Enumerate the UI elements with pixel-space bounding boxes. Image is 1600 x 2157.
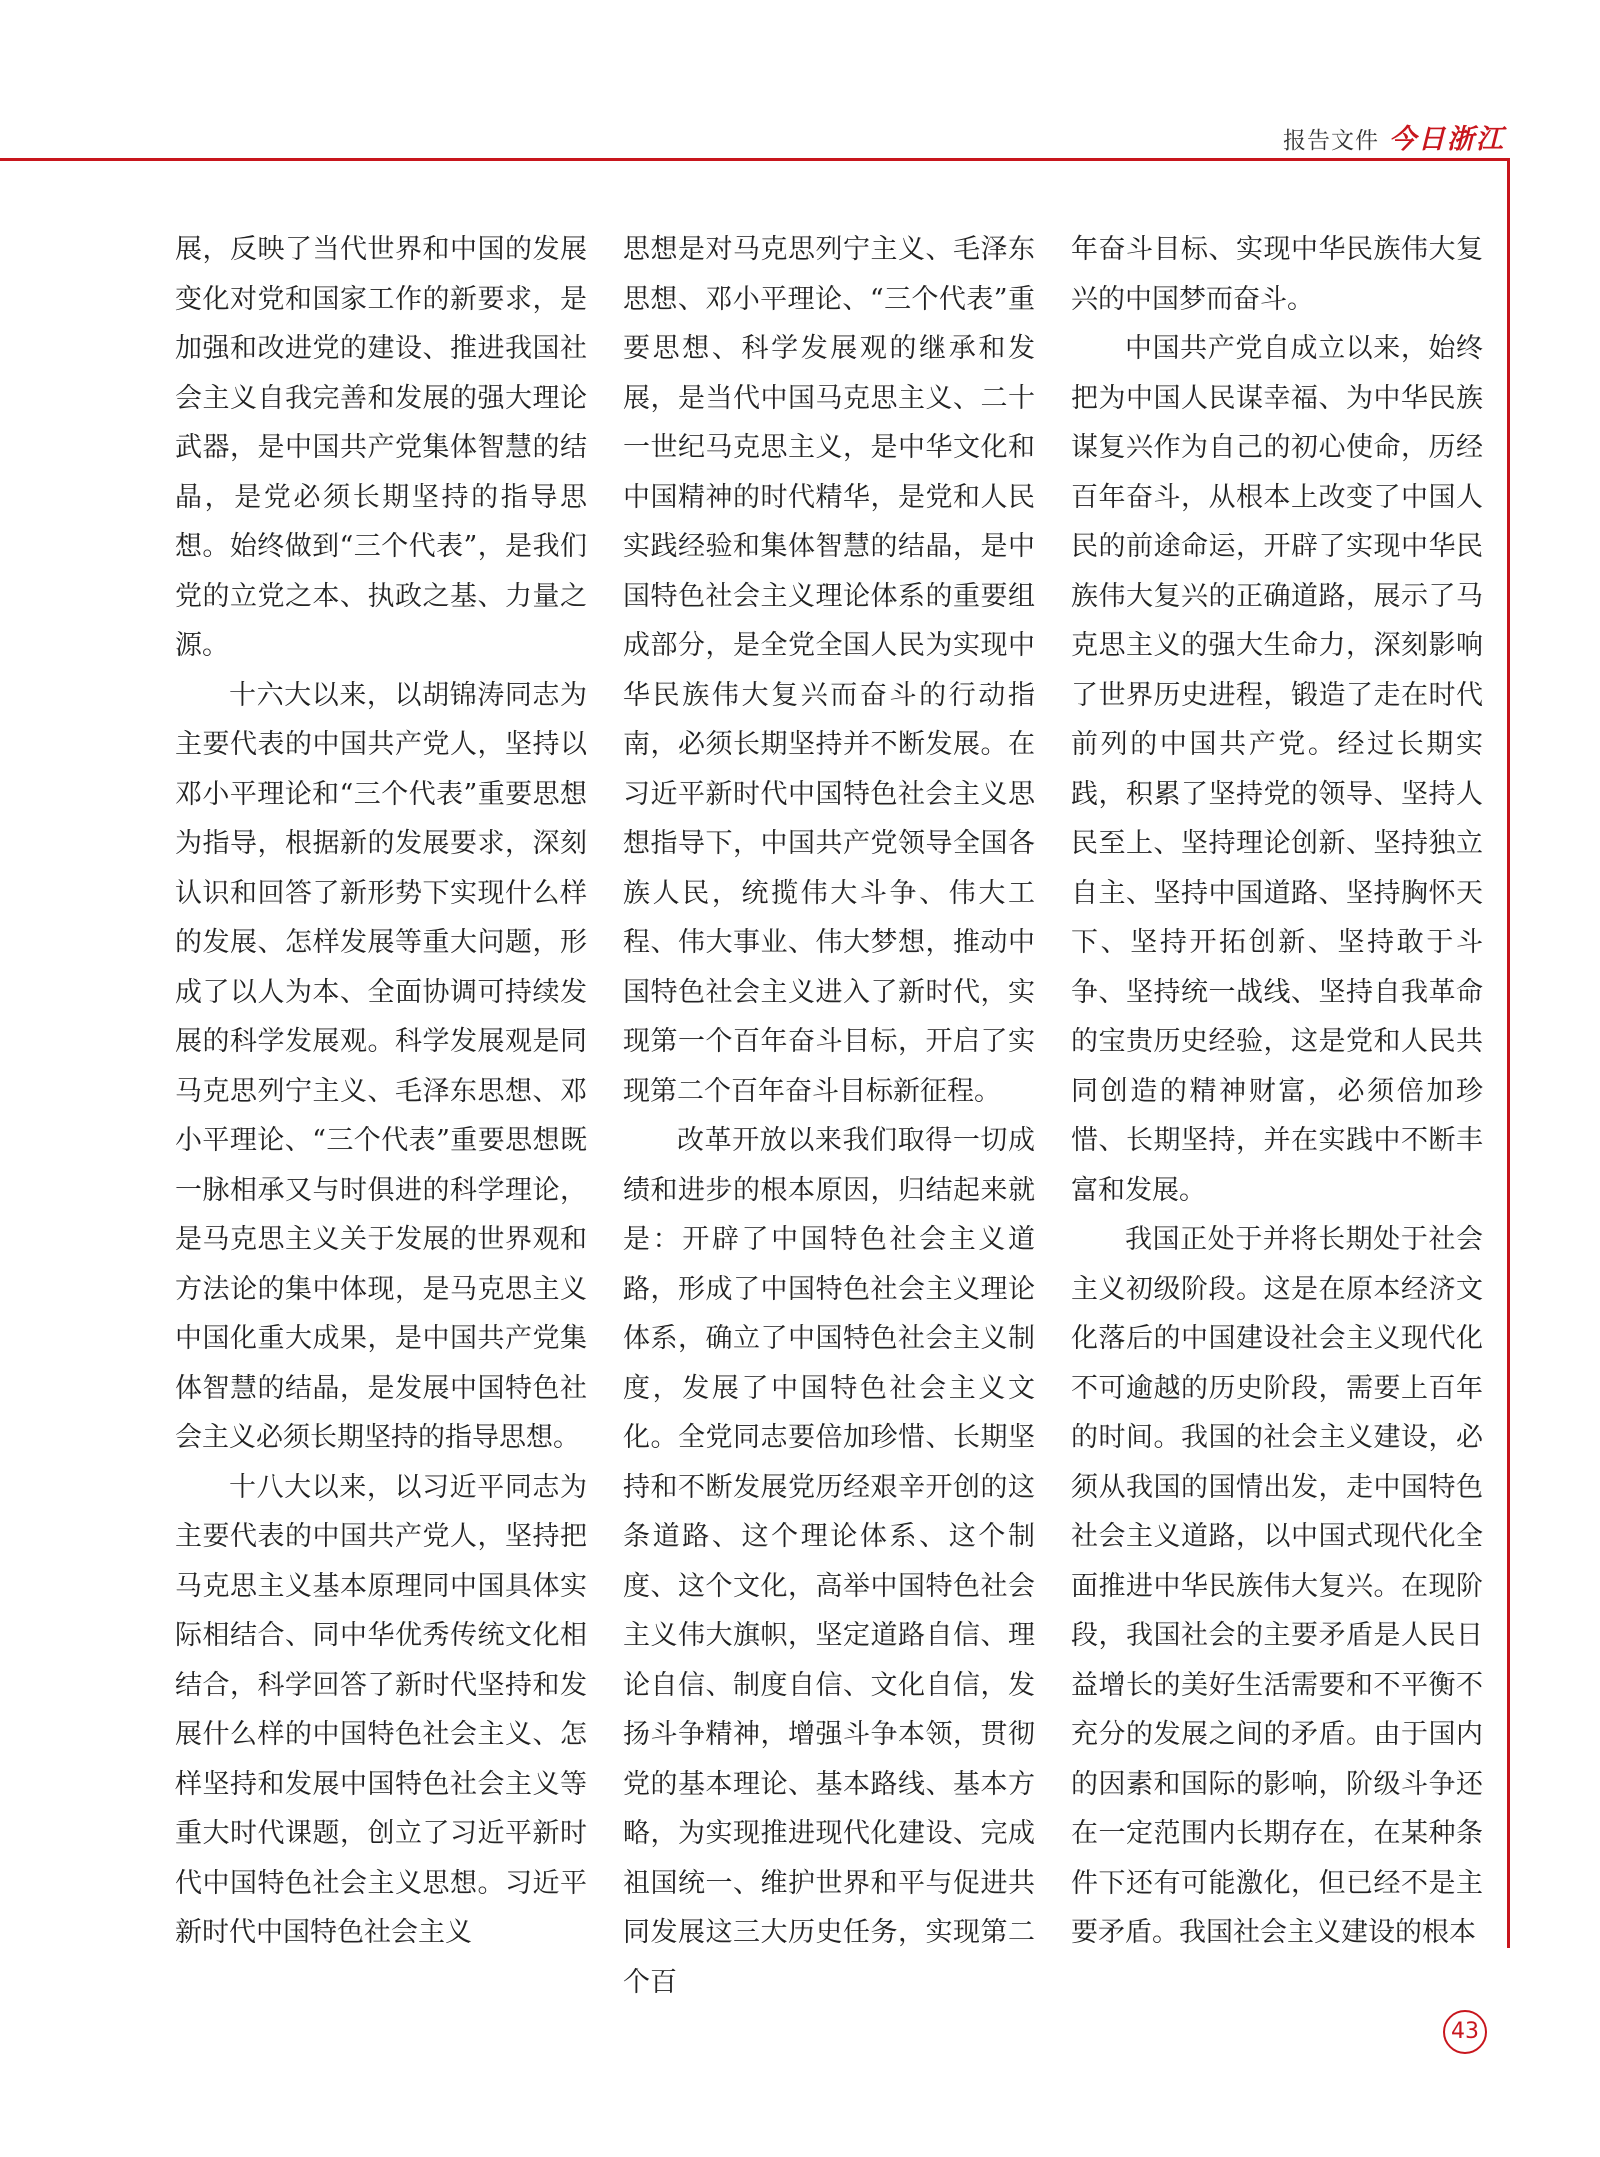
page-number: 43 bbox=[1443, 2010, 1487, 2054]
magazine-logo: 今日浙江 bbox=[1389, 124, 1505, 155]
text-column-3 bbox=[1071, 225, 1483, 1948]
paragraph: 改革开放以来我们取得一切成绩和进步的根本原因，归结起来就是：开辟了中国特色社会主义道路，形成了中国特色社会主义理论体系，确立了中国特色社会主义制度，发展了中国特色社会主义文化。全党同志要倍加珍惜、长期坚持和不断发展党历经艰辛开创的这条道路、这个理论体系、这个制度、这个文化，高举中国特色社会主义伟大旗帜，坚定道路自信、理论自信、制度自信、文化自信，发扬斗争精神，增强斗争本领，贯彻党的基本理论、基本路线、基本方略，为实现推进现代化建设、完成祖国统一、维护世界和平与促进共同发展这三大历史任务，实现第二个百 bbox=[623, 1125, 1035, 1998]
text-column-1 bbox=[175, 225, 587, 1948]
paragraph: 我国正处于并将长期处于社会主义初级阶段。这是在原本经济文化落后的中国建设社会主义现代化不可逾越的历史阶段，需要上百年的时间。我国的社会主义建设，必须从我国的国情出发，走中国特色社会主义道路，以中国式现代化全面推进中华民族伟大复兴。在现阶段，我国社会的主要矛盾是人民日益增长的美好生活需要和不平衡不充分的发展之间的矛盾。由于国内的因素和国际的影响，阶级斗争还在一定范围内长期存在，在某种条件下还有可能激化，但已经不是主要矛盾。我国社会主义建设的根本 bbox=[1071, 1224, 1483, 1948]
margin-rule bbox=[1507, 158, 1510, 1948]
header-rule bbox=[0, 158, 1510, 161]
section-label: 报告文件 bbox=[1283, 128, 1379, 154]
paragraph: 十八大以来，以习近平同志为主要代表的中国共产党人，坚持把马克思主义基本原理同中国具体实际相结合、同中华优秀传统文化相结合，科学回答了新时代坚持和发展什么样的中国特色社会主义、怎样坚持和发展中国特色社会主义等重大时代课题，创立了习近平新时代中国特色社会主义思想。习近平新时代中国特色社会主义 bbox=[175, 1471, 587, 1948]
paragraph: 十六大以来，以胡锦涛同志为主要代表的中国共产党人，坚持以邓小平理论和“三个代表”重要思想为指导，根据新的发展要求，深刻认识和回答了新形势下实现什么样的发展、怎样发展等重大问题，形成了以人为本、全面协调可持续发展的科学发展观。科学发展观是同马克思列宁主义、毛泽东思想、邓小平理论、“三个代表”重要思想既一脉相承又与时俱进的科学理论，是马克思主义关于发展的世界观和方法论的集中体现，是马克思主义中国化重大成果，是中国共产党集体智慧的结晶，是发展中国特色社会主义必须长期坚持的指导思想。 bbox=[175, 679, 587, 1453]
paragraph: 中国共产党自成立以来，始终把为中国人民谋幸福、为中华民族谋复兴作为自己的初心使命，历经百年奋斗，从根本上改变了中国人民的前途命运，开辟了实现中华民族伟大复兴的正确道路，展示了马克思主义的强大生命力，深刻影响了世界历史进程，锻造了走在时代前列的中国共产党。经过长期实践，积累了坚持党的领导、坚持人民至上、坚持理论创新、坚持独立自主、坚持中国道路、坚持胸怀天下、坚持开拓创新、坚持敢于斗争、坚持统一战线、坚持自我革命的宝贵历史经验，这是党和人民共同创造的精神财富，必须倍加珍惜、长期坚持，并在实践中不断丰富和发展。 bbox=[1071, 333, 1483, 1206]
text-column-2 bbox=[623, 225, 1035, 1998]
running-header bbox=[1283, 117, 1505, 156]
paragraph: 思想是对马克思列宁主义、毛泽东思想、邓小平理论、“三个代表”重要思想、科学发展观的继承和发展，是当代中国马克思主义、二十一世纪马克思主义，是中华文化和中国精神的时代精华，是党和人民实践经验和集体智慧的结晶，是中国特色社会主义理论体系的重要组成部分，是全党全国人民为实现中华民族伟大复兴而奋斗的行动指南，必须长期坚持并不断发展。在习近平新时代中国特色社会主义思想指导下，中国共产党领导全国各族人民，统揽伟大斗争、伟大工程、伟大事业、伟大梦想，推动中国特色社会主义进入了新时代，实现第一个百年奋斗目标，开启了实现第二个百年奋斗目标新征程。 bbox=[623, 234, 1035, 1107]
paragraph: 展，反映了当代世界和中国的发展变化对党和国家工作的新要求，是加强和改进党的建设、推进我国社会主义自我完善和发展的强大理论武器，是中国共产党集体智慧的结晶，是党必须长期坚持的指导思想。始终做到“三个代表”，是我们党的立党之本、执政之基、力量之源。 bbox=[175, 234, 587, 661]
paragraph: 年奋斗目标、实现中华民族伟大复兴的中国梦而奋斗。 bbox=[1071, 234, 1483, 315]
